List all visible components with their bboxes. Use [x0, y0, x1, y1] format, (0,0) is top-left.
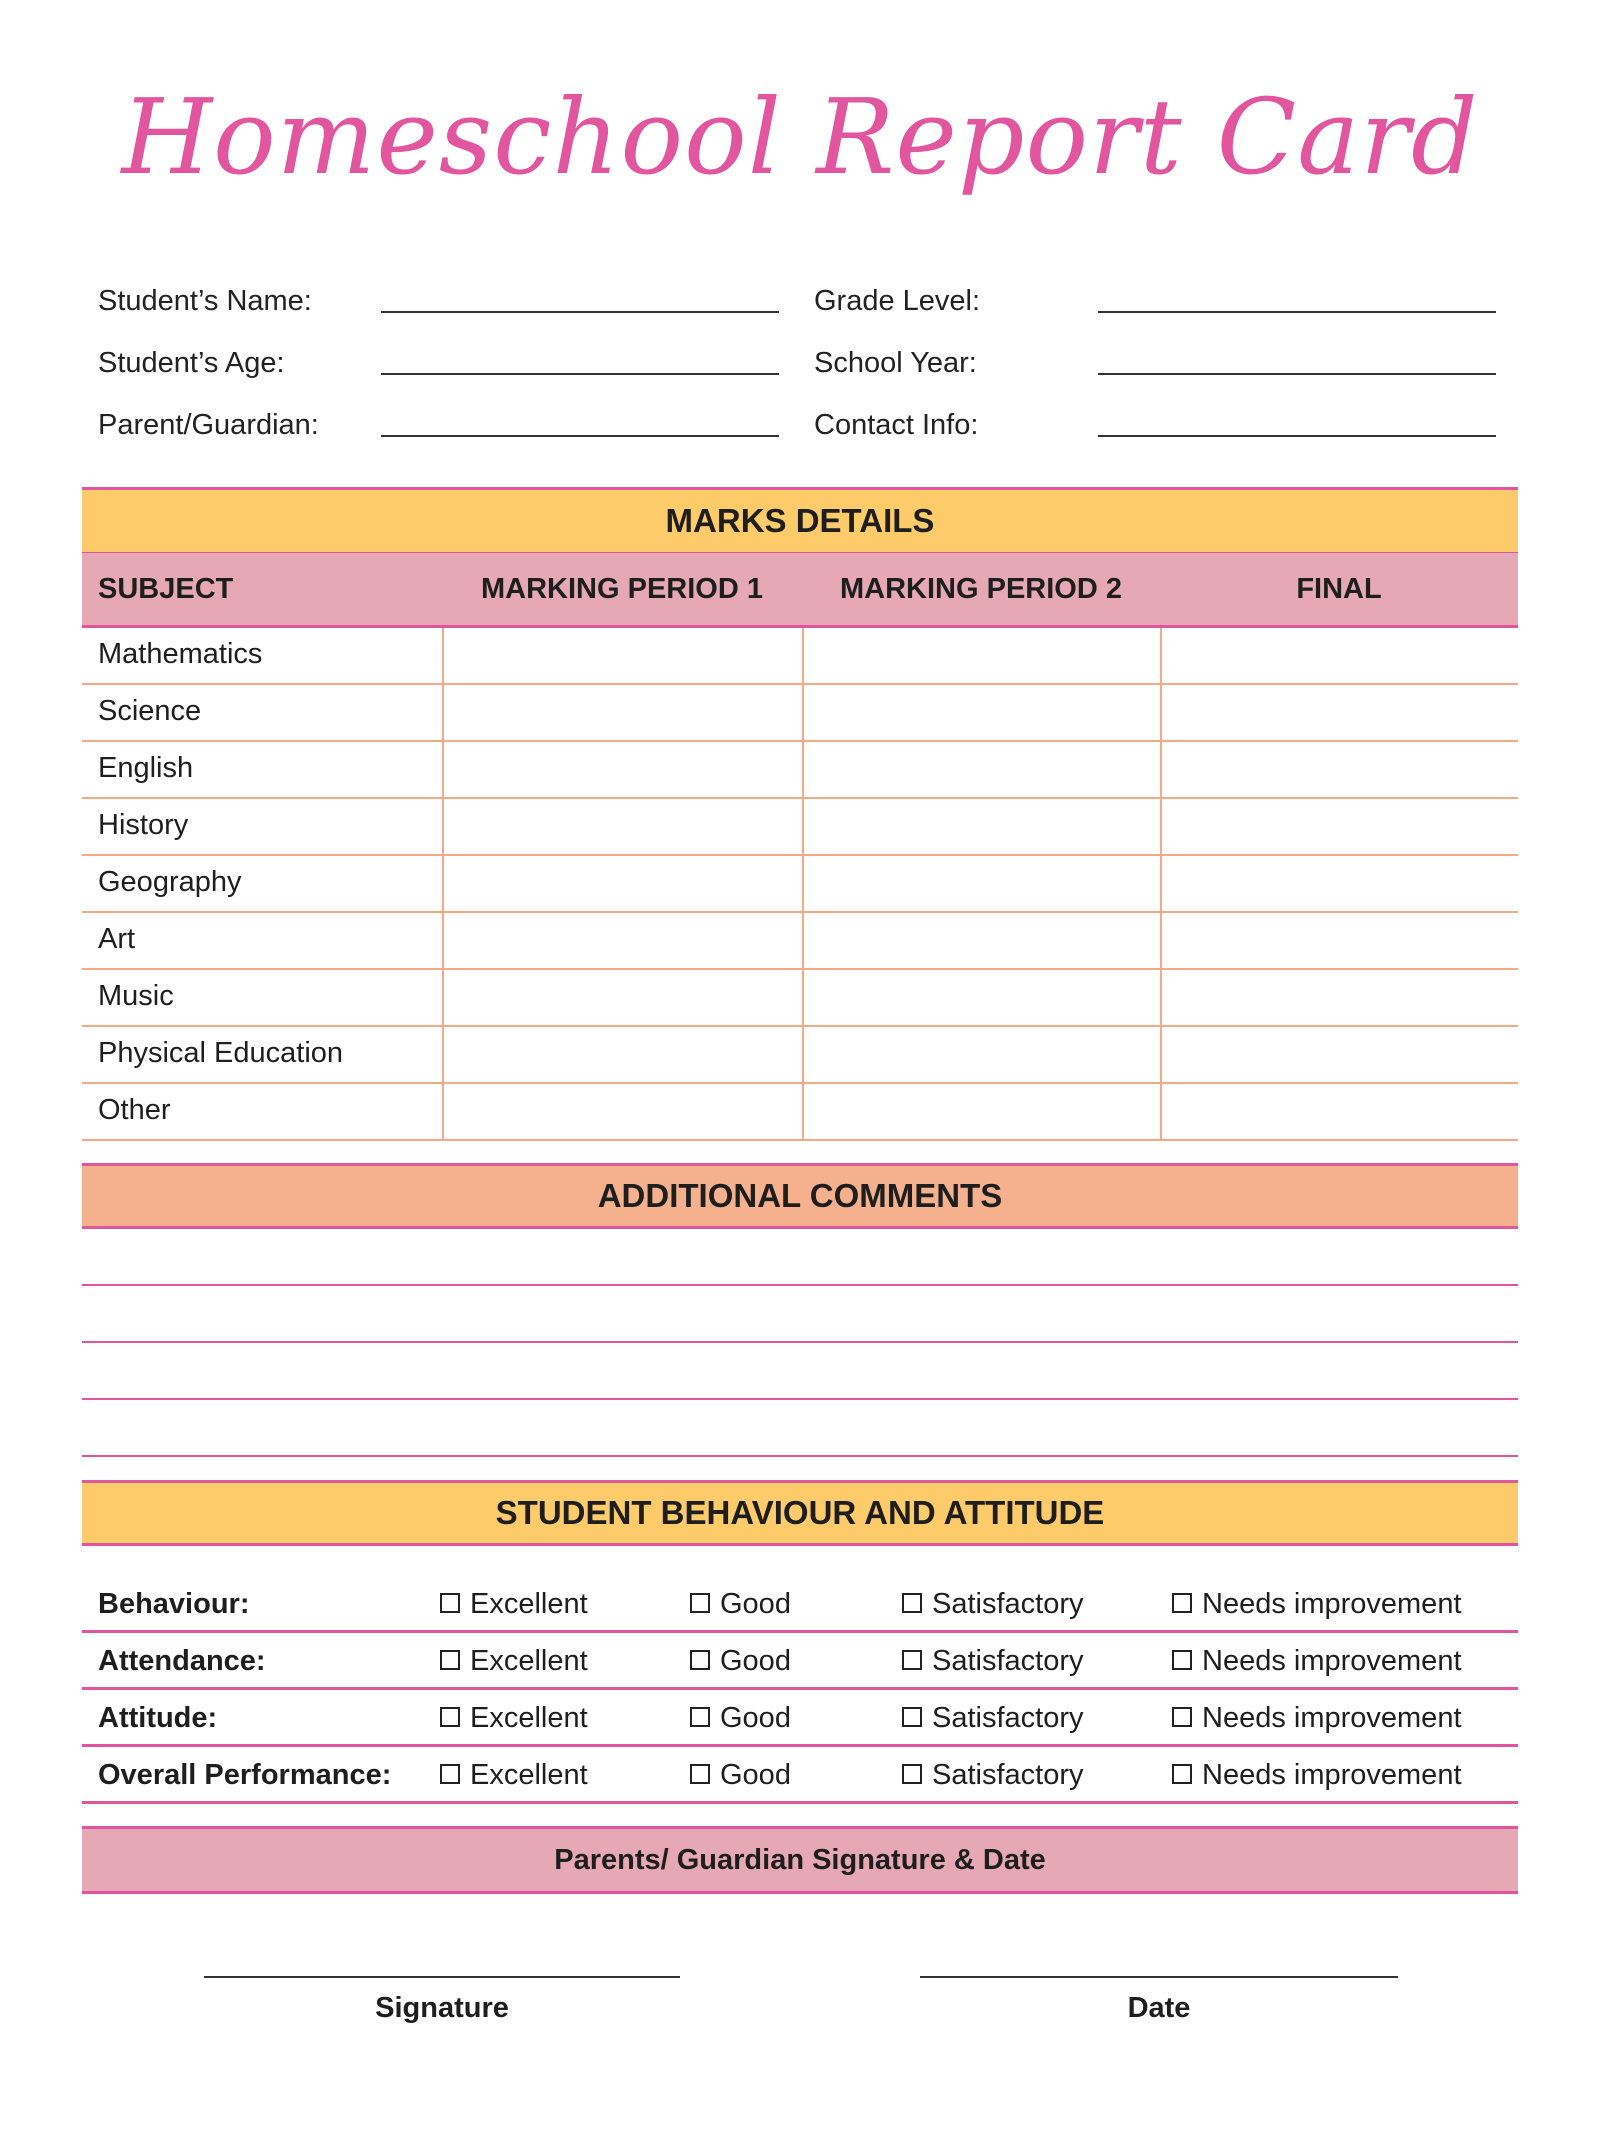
period-2-cell[interactable] [802, 1027, 1160, 1082]
period-1-cell[interactable] [442, 856, 802, 911]
option-excellent[interactable] [440, 1576, 588, 1632]
period-1-cell[interactable] [442, 742, 802, 797]
subject-cell: Other [98, 1094, 171, 1126]
final-cell[interactable] [1160, 856, 1518, 911]
option-good[interactable] [690, 1690, 791, 1746]
option-label: Satisfactory [932, 1645, 1084, 1677]
option-label: Needs improvement [1202, 1702, 1462, 1734]
option-needs-improvement[interactable] [1172, 1690, 1462, 1746]
period-2-cell[interactable] [802, 685, 1160, 740]
behaviour-row [82, 1633, 1518, 1690]
info-school-year [814, 343, 1504, 383]
option-satisfactory[interactable] [902, 1747, 1084, 1803]
checkbox-icon[interactable] [902, 1650, 922, 1670]
behaviour-label: Behaviour: [98, 1588, 250, 1620]
option-needs-improvement[interactable] [1172, 1747, 1462, 1803]
option-label: Excellent [470, 1759, 588, 1791]
comments-section-header: ADDITIONAL COMMENTS [82, 1163, 1518, 1229]
option-excellent[interactable] [440, 1690, 588, 1746]
period-2-cell[interactable] [802, 799, 1160, 854]
checkbox-icon[interactable] [440, 1764, 460, 1784]
checkbox-icon[interactable] [440, 1593, 460, 1613]
info-student-age [98, 343, 788, 383]
col-header-period-1: MARKING PERIOD 1 [481, 573, 763, 605]
table-row [82, 1084, 1518, 1141]
subject-cell: Art [98, 923, 136, 955]
signature-section-header: Parents/ Guardian Signature & Date [82, 1826, 1518, 1894]
subject-cell: English [98, 752, 194, 784]
option-label: Needs improvement [1202, 1645, 1462, 1677]
info-label: Grade Level: [814, 285, 981, 317]
checkbox-icon[interactable] [902, 1593, 922, 1613]
final-cell[interactable] [1160, 970, 1518, 1025]
student-name-field[interactable] [381, 311, 779, 313]
final-cell[interactable] [1160, 742, 1518, 797]
marks-column-headers [82, 553, 1518, 628]
final-cell[interactable] [1160, 628, 1518, 683]
option-label: Excellent [470, 1702, 588, 1734]
info-label: Parent/Guardian: [98, 409, 319, 441]
signature-line[interactable] [204, 1976, 680, 1978]
marks-section-header: MARKS DETAILS [82, 487, 1518, 555]
period-2-cell[interactable] [802, 856, 1160, 911]
subject-cell: Physical Education [98, 1037, 344, 1069]
comment-line[interactable] [82, 1455, 1518, 1457]
checkbox-icon[interactable] [690, 1707, 710, 1727]
checkbox-icon[interactable] [1172, 1650, 1192, 1670]
option-label: Needs improvement [1202, 1759, 1462, 1791]
parent-guardian-field[interactable] [381, 435, 779, 437]
period-1-cell[interactable] [442, 628, 802, 683]
option-excellent[interactable] [440, 1747, 588, 1803]
period-1-cell[interactable] [442, 970, 802, 1025]
checkbox-icon[interactable] [690, 1764, 710, 1784]
period-2-cell[interactable] [802, 970, 1160, 1025]
behaviour-row [82, 1690, 1518, 1747]
final-cell[interactable] [1160, 685, 1518, 740]
period-2-cell[interactable] [802, 742, 1160, 797]
subject-cell: Mathematics [98, 638, 263, 670]
final-cell[interactable] [1160, 799, 1518, 854]
period-1-cell[interactable] [442, 1084, 802, 1139]
option-label: Good [720, 1759, 791, 1791]
comment-line[interactable] [82, 1341, 1518, 1343]
period-1-cell[interactable] [442, 913, 802, 968]
col-header-period-2: MARKING PERIOD 2 [840, 573, 1122, 605]
checkbox-icon[interactable] [440, 1707, 460, 1727]
checkbox-icon[interactable] [902, 1707, 922, 1727]
behaviour-row [82, 1747, 1518, 1804]
behaviour-row [82, 1576, 1518, 1633]
option-excellent[interactable] [440, 1633, 588, 1689]
option-label: Satisfactory [932, 1702, 1084, 1734]
checkbox-icon[interactable] [440, 1650, 460, 1670]
checkbox-icon[interactable] [690, 1593, 710, 1613]
grade-level-field[interactable] [1098, 311, 1496, 313]
checkbox-icon[interactable] [1172, 1593, 1192, 1613]
checkbox-icon[interactable] [690, 1650, 710, 1670]
school-year-field[interactable] [1098, 373, 1496, 375]
option-label: Satisfactory [932, 1588, 1084, 1620]
option-satisfactory[interactable] [902, 1633, 1084, 1689]
option-satisfactory[interactable] [902, 1690, 1084, 1746]
table-row [82, 628, 1518, 685]
info-grade-level [814, 281, 1504, 321]
option-label: Good [720, 1588, 791, 1620]
period-2-cell[interactable] [802, 913, 1160, 968]
behaviour-section-header: STUDENT BEHAVIOUR AND ATTITUDE [82, 1480, 1518, 1546]
option-label: Good [720, 1702, 791, 1734]
date-line[interactable] [920, 1976, 1398, 1978]
col-header-final: FINAL [1296, 573, 1382, 605]
option-satisfactory[interactable] [902, 1576, 1084, 1632]
checkbox-icon[interactable] [1172, 1764, 1192, 1784]
comment-line[interactable] [82, 1284, 1518, 1286]
subject-cell: Music [98, 980, 174, 1012]
table-row [82, 856, 1518, 913]
option-label: Needs improvement [1202, 1588, 1462, 1620]
signature-caption: Signature [375, 1992, 509, 2024]
info-label: Student’s Name: [98, 285, 312, 317]
comment-line[interactable] [82, 1398, 1518, 1400]
info-student-name [98, 281, 788, 321]
subject-cell: Science [98, 695, 202, 727]
period-2-cell[interactable] [802, 628, 1160, 683]
table-row [82, 913, 1518, 970]
final-cell[interactable] [1160, 913, 1518, 968]
option-label: Good [720, 1645, 791, 1677]
option-label: Excellent [470, 1645, 588, 1677]
subject-cell: History [98, 809, 189, 841]
option-label: Excellent [470, 1588, 588, 1620]
option-needs-improvement[interactable] [1172, 1576, 1462, 1632]
checkbox-icon[interactable] [902, 1764, 922, 1784]
behaviour-label: Attendance: [98, 1645, 266, 1677]
option-label: Satisfactory [932, 1759, 1084, 1791]
table-row [82, 799, 1518, 856]
info-label: School Year: [814, 347, 977, 379]
info-label: Contact Info: [814, 409, 979, 441]
period-2-cell[interactable] [802, 1084, 1160, 1139]
table-row [82, 970, 1518, 1027]
period-1-cell[interactable] [442, 799, 802, 854]
behaviour-label: Attitude: [98, 1702, 218, 1734]
col-header-subject: SUBJECT [98, 573, 234, 605]
option-good[interactable] [690, 1576, 791, 1632]
student-age-field[interactable] [381, 373, 779, 375]
table-row [82, 685, 1518, 742]
subject-cell: Geography [98, 866, 242, 898]
table-row [82, 742, 1518, 799]
final-cell[interactable] [1160, 1027, 1518, 1082]
period-1-cell[interactable] [442, 1027, 802, 1082]
option-good[interactable] [690, 1747, 791, 1803]
checkbox-icon[interactable] [1172, 1707, 1192, 1727]
info-parent-guardian [98, 405, 788, 445]
table-row [82, 1027, 1518, 1084]
page-title: Homeschool Report Card [121, 76, 1479, 198]
option-good[interactable] [690, 1633, 791, 1689]
marks-table [82, 628, 1518, 1141]
option-needs-improvement[interactable] [1172, 1633, 1462, 1689]
final-cell[interactable] [1160, 1084, 1518, 1139]
info-contact-info [814, 405, 1504, 445]
date-caption: Date [1127, 1992, 1191, 2024]
contact-info-field[interactable] [1098, 435, 1496, 437]
info-label: Student’s Age: [98, 347, 285, 379]
behaviour-label: Overall Performance: [98, 1759, 392, 1791]
period-1-cell[interactable] [442, 685, 802, 740]
